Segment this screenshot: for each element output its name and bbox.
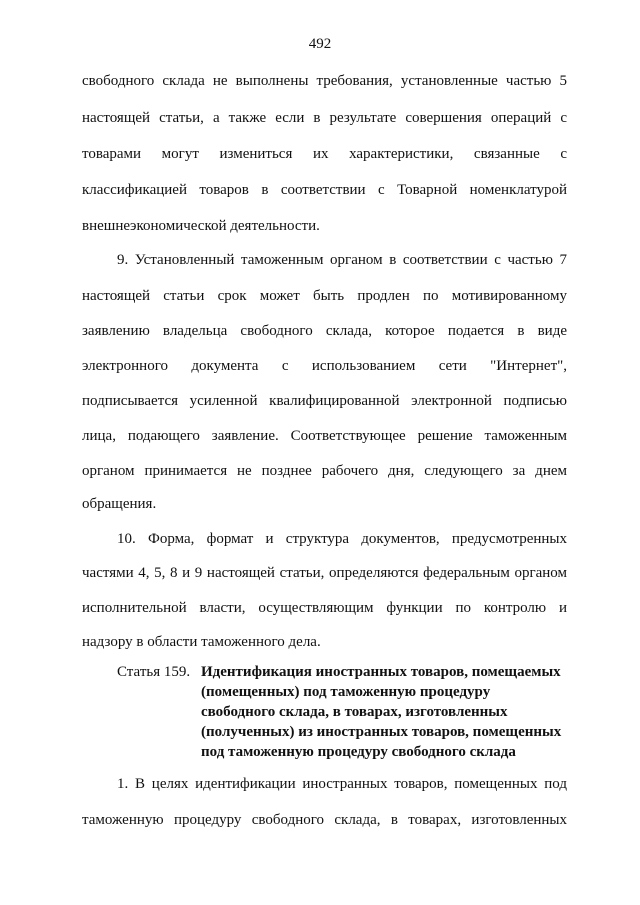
article-title-line: под таможенную процедуру свободного склада xyxy=(201,744,516,760)
article-title-line: свободного склада, в товарах, изготовленных xyxy=(201,704,508,720)
text-line: классификацией товаров в соответствии с Товарной номенклатурой xyxy=(82,182,567,198)
article-title-line: Идентификация иностранных товаров, помещаемых xyxy=(201,664,561,680)
text-line: товарами могут измениться их характеристики, связанные с xyxy=(82,146,567,162)
text-line: свободного склада не выполнены требования, установленные частью 5 xyxy=(82,73,567,89)
text-line: настоящей статьи срок может быть продлен по мотивированному xyxy=(82,288,567,304)
text-line: частями 4, 5, 8 и 9 настоящей статьи, определяются федеральным органом xyxy=(82,565,567,581)
article-title-line: (помещенных) под таможенную процедуру xyxy=(201,684,491,700)
text-line: исполнительной власти, осуществляющим функции по контролю и xyxy=(82,600,567,616)
text-line: заявлению владельца свободного склада, которое подается в виде xyxy=(82,323,567,339)
page-number: 492 xyxy=(308,36,332,52)
text-line: 1. В целях идентификации иностранных товаров, помещенных под xyxy=(117,776,567,792)
text-line: 9. Установленный таможенным органом в соответствии с частью 7 xyxy=(117,252,567,268)
article-title-line: (полученных) из иностранных товаров, помещенных xyxy=(201,724,562,740)
text-line: лица, подающего заявление. Соответствующее решение таможенным xyxy=(82,428,567,444)
text-line: внешнеэкономической деятельности. xyxy=(82,218,320,234)
text-line: настоящей статьи, а также если в результате совершения операций с xyxy=(82,110,567,126)
text-line: электронного документа с использованием сети "Интернет", xyxy=(82,358,567,374)
text-line: обращения. xyxy=(82,496,157,512)
text-line: надзору в области таможенного дела. xyxy=(82,634,321,650)
article-label: Статья 159. xyxy=(117,664,191,680)
text-line: органом принимается не позднее рабочего дня, следующего за днем xyxy=(82,463,567,479)
text-line: 10. Форма, формат и структура документов, предусмотренных xyxy=(117,531,567,547)
text-line: таможенную процедуру свободного склада, в товарах, изготовленных xyxy=(82,812,567,828)
text-line: подписывается усиленной квалифицированной электронной подписью xyxy=(82,393,567,409)
